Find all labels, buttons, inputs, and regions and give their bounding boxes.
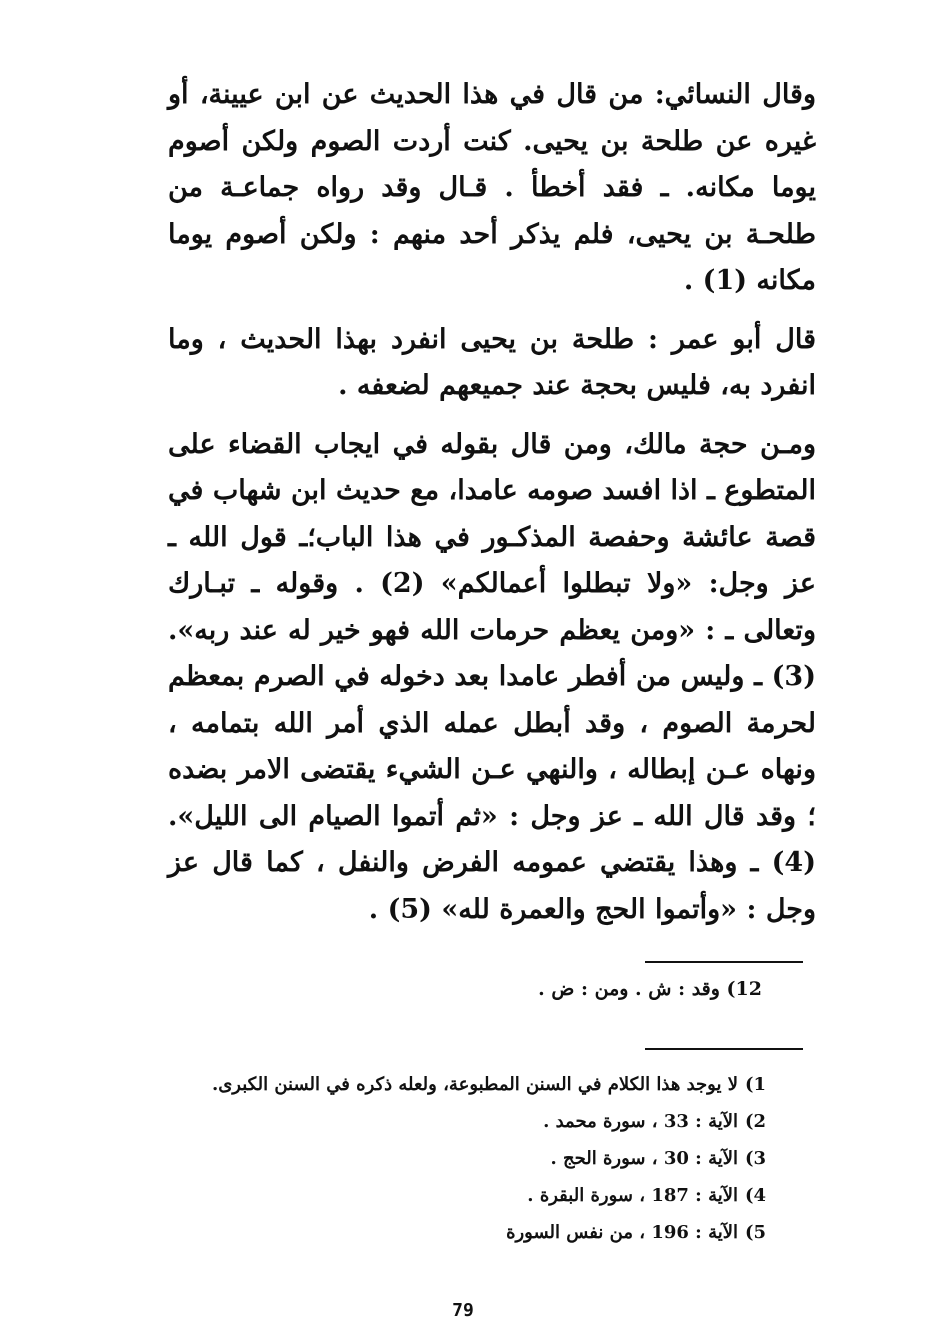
footnote-item [212, 1177, 766, 1214]
footnote-number: 4) [744, 1185, 766, 1206]
footnotes-list [212, 1066, 766, 1251]
footnote-number: 5) [744, 1222, 766, 1243]
footnote-divider [645, 1048, 803, 1050]
footnote-item [212, 1214, 766, 1251]
footnote-text: لا يوجد هذا الكلام في السنن المطبوعة، ولعله ذكره في السنن الكبرى. [211, 1074, 738, 1095]
footnote-text: الآية : 30 ، سورة الحج . [550, 1148, 738, 1169]
manuscript-variant-note: 12) وقد : ش . ومن : ض . [538, 978, 762, 1000]
paragraph-nasai: وقال النسائي: من قال في هذا الحديث عن ابن عيينة، أو غيره عن طلحة بن يحيى. كنت أردت الصوم ولكن أصوم يوما مكانه. ـ فقد أخطأ . قـال وقد رواه جماعـة من طلحـة بن يحيى، فلم يذكر أحد منهم : ولكن أصوم يوما مكانه (1) . [168, 79, 816, 296]
footnote-divider [645, 961, 803, 963]
footnote-item [212, 1066, 766, 1103]
footnote-text: الآية : 196 ، من نفس السورة [506, 1222, 738, 1243]
footnote-number: 1) [744, 1074, 766, 1095]
paragraph-malik-argument: ومـن حجة مالك، ومن قال بقوله في ايجاب القضاء على المتطوع ـ اذا افسد صومه عامدا، مع حديث ابن شهاب في قصة عائشة وحفصة المذكـور في هذا الباب؛ـ قول الله ـ عز وجل: «ولا تبطلوا أعمالكم» (2) . وقوله ـ تبـارك وتعالى ـ : «ومن يعظم حرمات الله فهو خير له عند ربه». (3) ـ وليس من أفطر عامدا بعد دخوله في الصرم بمعظم لحرمة الصوم ، وقد أبطل عمله الذي أمر الله بتمامه ، ونهاه عـن إبطاله ، والنهي عـن الشيء يقتضى الامر بضده ؛ وقد قال الله ـ عز وجل : «ثم أتموا الصيام الى الليل». (4) ـ وهذا يقتضي عمومه الفرض والنفل ، كما قال عز وجل : «وأتموا الحج والعمرة لله» (5) . [168, 428, 817, 925]
footnote-number: 3) [744, 1148, 766, 1169]
footnote-item [212, 1103, 766, 1140]
footnote-text: الآية : 33 ، سورة محمد . [543, 1111, 738, 1132]
page-number: 79 [452, 1300, 474, 1321]
footnote-number: 2) [744, 1111, 766, 1132]
main-text [168, 72, 816, 945]
footnote-item [212, 1140, 766, 1177]
paragraph-abu-umar: قال أبو عمر : طلحة بن يحيى انفرد بهذا الحديث ، وما انفرد به، فليس بحجة عند جميعهم لضعفه . [168, 323, 816, 401]
footnote-text: الآية : 187 ، سورة البقرة . [527, 1185, 738, 1206]
